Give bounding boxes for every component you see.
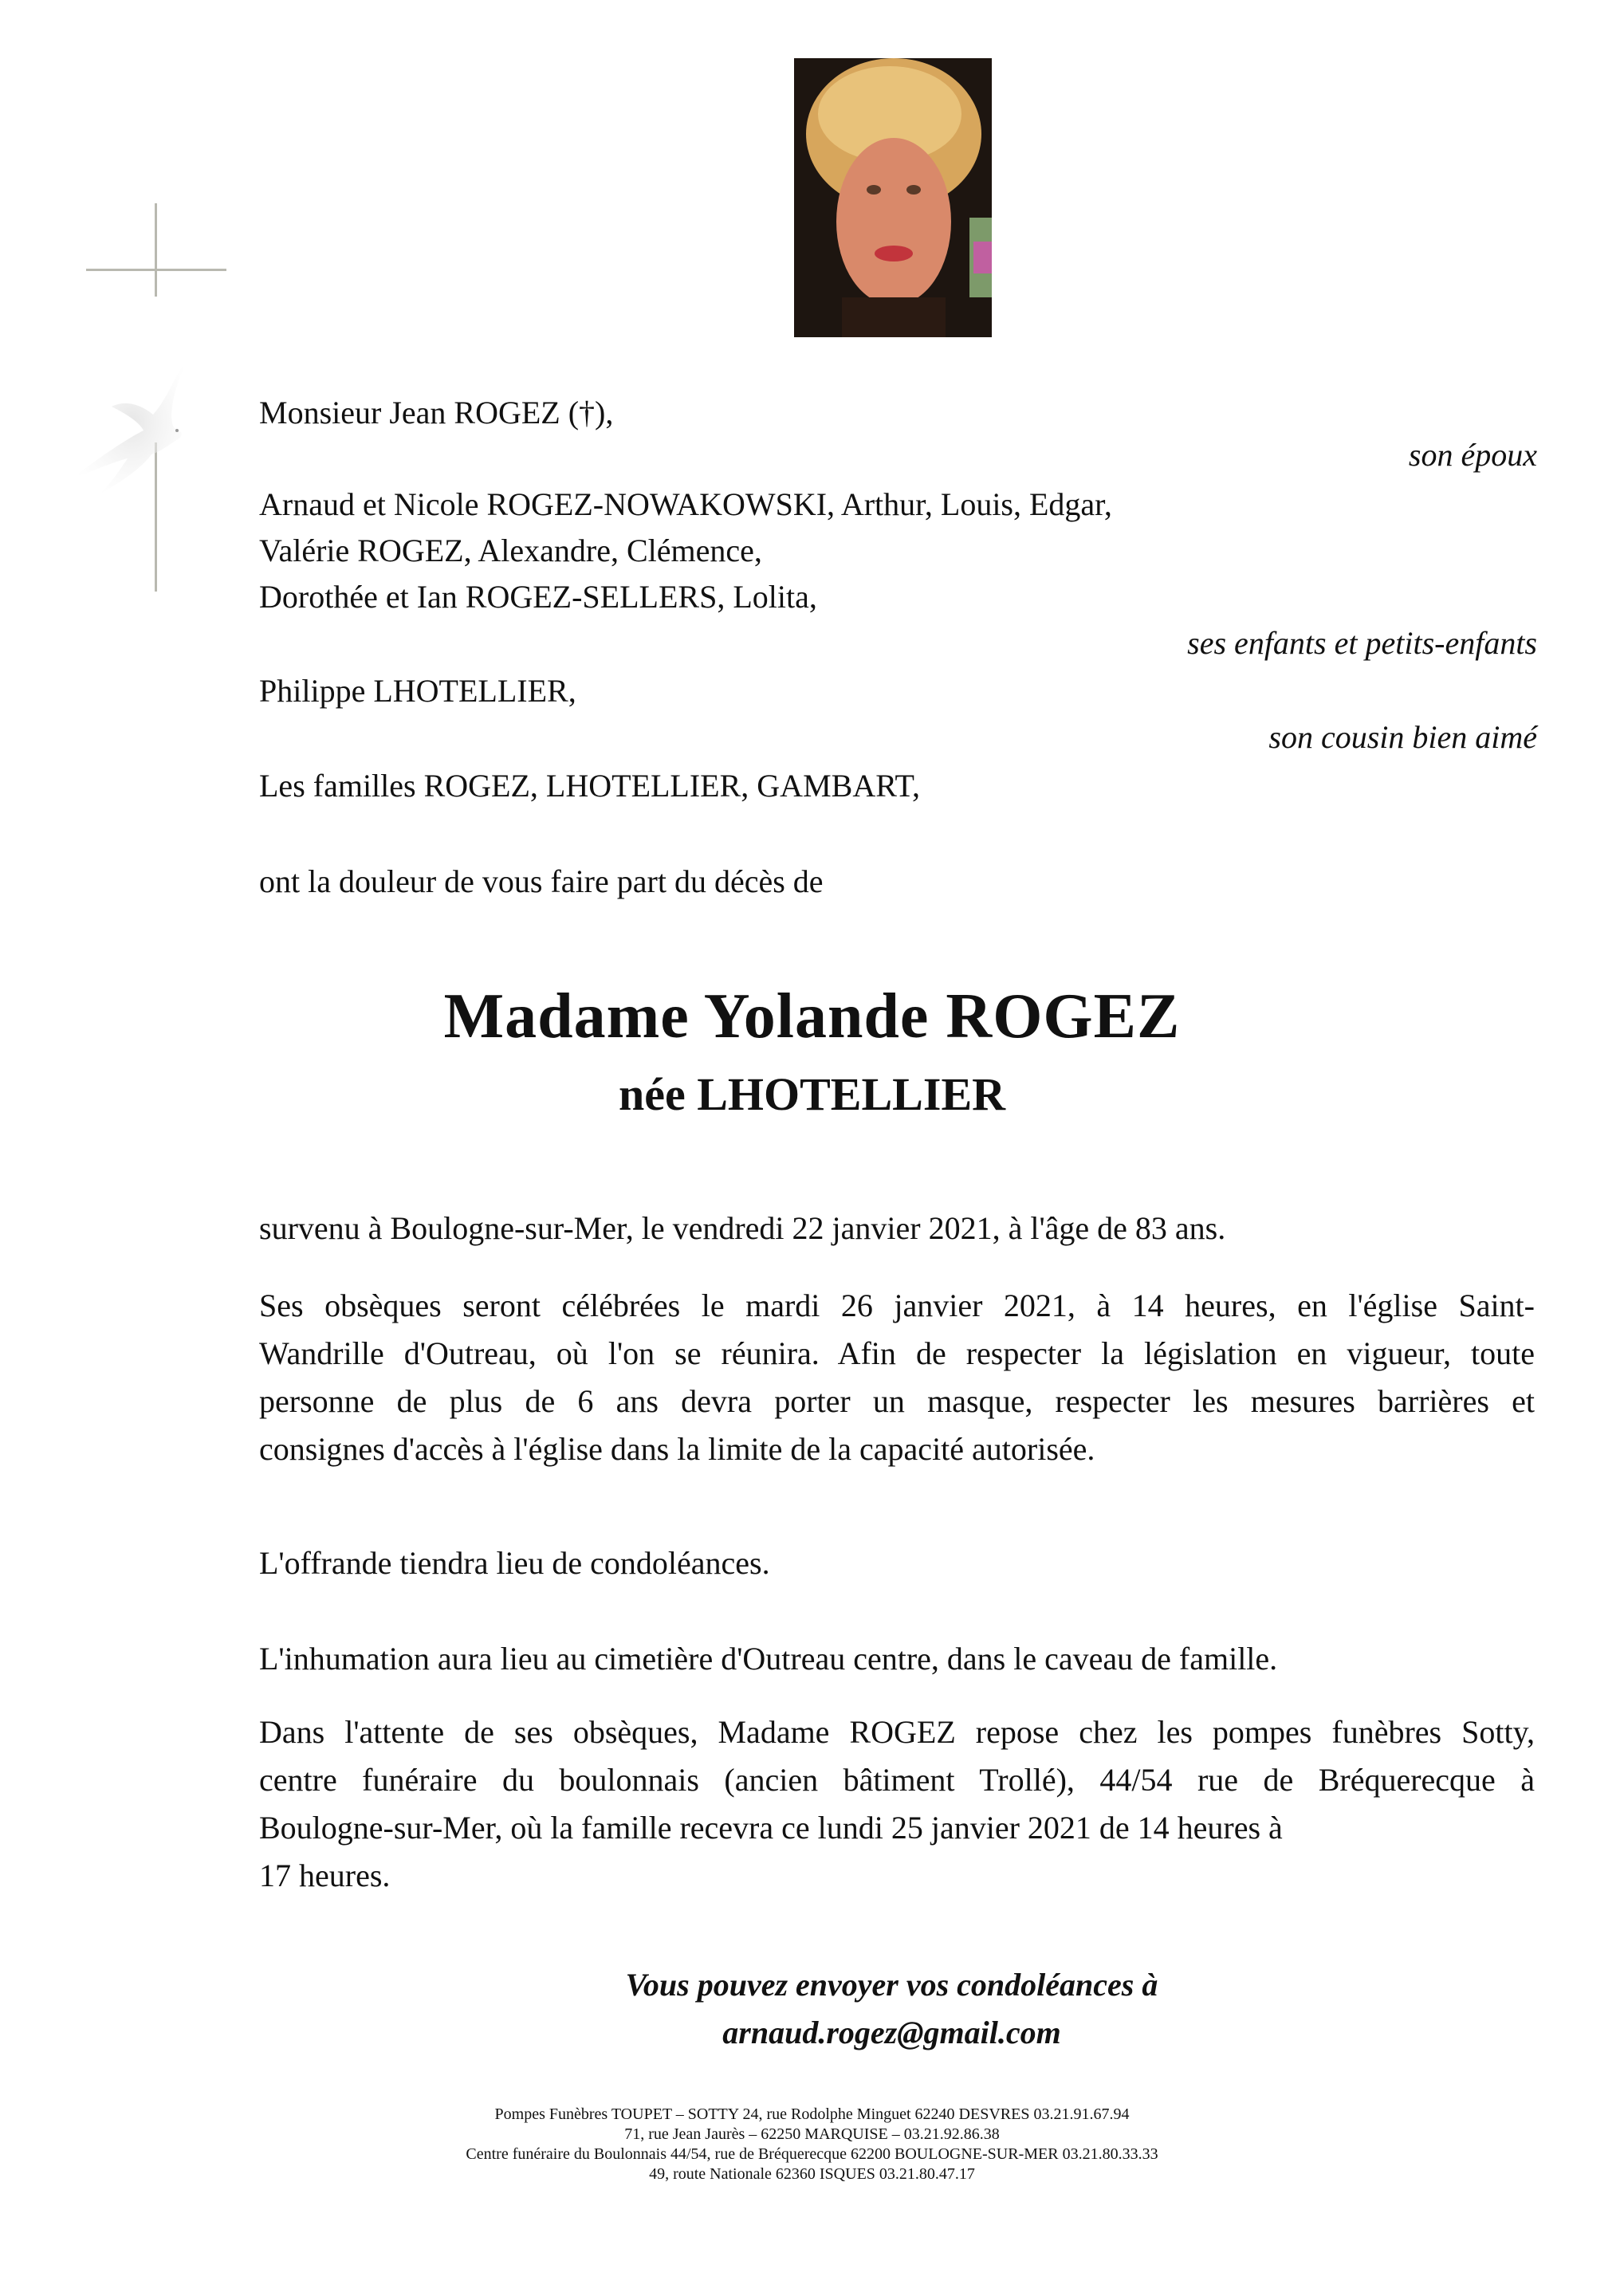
funeral-line: Wandrille d'Outreau, où l'on se réunira. Afin de respecter la législation en vigueur, toute (259, 1335, 1535, 1371)
condolences-email[interactable]: arnaud.rogez@gmail.com (722, 2015, 1061, 2050)
viewing-line: centre funéraire du boulonnais (ancien bâtiment Trollé), 44/54 rue de Bréquerecque à (259, 1762, 1535, 1798)
family-line-spouse: Monsieur Jean ROGEZ (†), (259, 395, 614, 431)
deceased-name: Madame Yolande ROGEZ (443, 981, 1181, 1052)
funeral-line: Ses obsèques seront célébrées le mardi 26 janvier 2021, à 14 heures, en l'église Saint- (259, 1288, 1535, 1323)
deceased-maiden-name: née LHOTELLIER (618, 1068, 1006, 1120)
viewing-line: 17 heures. (259, 1858, 391, 1893)
cross-horizontal-bar (86, 269, 226, 271)
viewing-line: Boulogne-sur-Mer, où la famille recevra ce lundi 25 janvier 2021 de 14 heures à (259, 1810, 1283, 1846)
footer-line: 49, route Nationale 62360 ISQUES 03.21.80.47.17 (649, 2165, 975, 2183)
family-line-children-3: Dorothée et Ian ROGEZ-SELLERS, Lolita, (259, 579, 817, 615)
portrait-photo (794, 58, 992, 337)
condolences-label: Vous pouvez envoyer vos condoléances à (625, 1967, 1158, 2003)
offering-note: L'offrande tiendra lieu de condoléances. (259, 1545, 770, 1581)
cross-vertical-bar (155, 203, 157, 297)
funeral-line: personne de plus de 6 ans devra porter un masque, respecter les mesures barrières et (259, 1383, 1535, 1419)
dove-icon (64, 343, 207, 502)
relation-label-cousin: son cousin bien aimé (1268, 719, 1537, 755)
death-notice: survenu à Boulogne-sur-Mer, le vendredi 22 janvier 2021, à l'âge de 83 ans. (259, 1210, 1226, 1246)
announcement-intro: ont la douleur de vous faire part du décès de (259, 863, 824, 899)
footer-line: Pompes Funèbres TOUPET – SOTTY 24, rue Rodolphe Minguet 62240 DESVRES 03.21.91.67.94 (494, 2105, 1130, 2123)
funeral-paragraph (259, 1282, 1535, 1473)
family-line-cousin: Philippe LHOTELLIER, (259, 673, 576, 709)
family-line-families: Les familles ROGEZ, LHOTELLIER, GAMBART, (259, 768, 920, 804)
burial-note: L'inhumation aura lieu au cimetière d'Outreau centre, dans le caveau de famille. (259, 1641, 1278, 1677)
footer-line: Centre funéraire du Boulonnais 44/54, rue de Bréquerecque 62200 BOULOGNE-SUR-MER 03.21.80.33.33 (466, 2145, 1158, 2163)
relation-label-children: ses enfants et petits-enfants (1187, 625, 1537, 661)
viewing-line: Dans l'attente de ses obsèques, Madame ROGEZ repose chez les pompes funèbres Sotty, (259, 1714, 1535, 1750)
relation-label-spouse: son époux (1408, 437, 1537, 473)
family-line-children-1: Arnaud et Nicole ROGEZ-NOWAKOWSKI, Arthur, Louis, Edgar, (259, 486, 1112, 522)
viewing-paragraph (259, 1708, 1535, 1900)
footer-line: 71, rue Jean Jaurès – 62250 MARQUISE – 03.21.92.86.38 (624, 2125, 1000, 2143)
funeral-line: consignes d'accès à l'église dans la limite de la capacité autorisée. (259, 1431, 1095, 1467)
portrait-image (794, 58, 992, 337)
family-line-children-2: Valérie ROGEZ, Alexandre, Clémence, (259, 533, 762, 568)
